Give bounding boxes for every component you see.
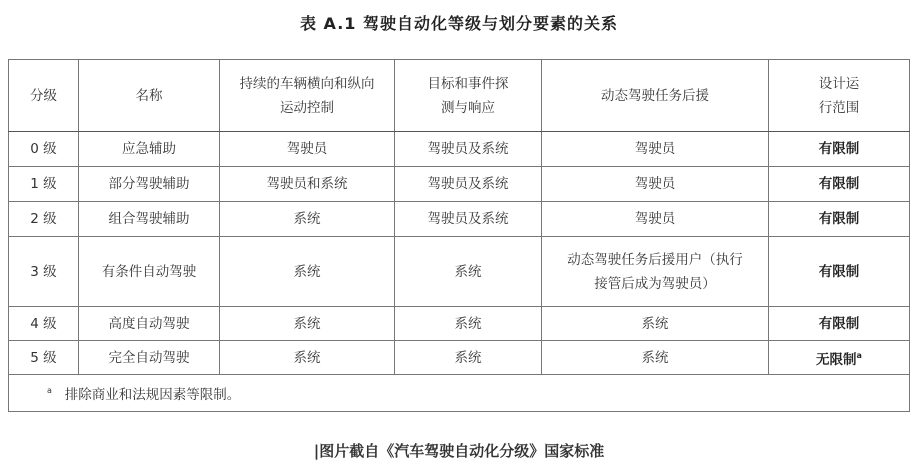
table-title: 表 A.1 驾驶自动化等级与划分要素的关系 [299, 14, 619, 33]
header-row [9, 60, 910, 132]
header-odd: 设计运行范围 [769, 60, 910, 132]
cell-odd: 有限制 [769, 167, 910, 202]
header-level: 分级 [9, 60, 79, 132]
cell-level: 3 级 [9, 237, 79, 307]
cell-odd: 有限制 [769, 202, 910, 237]
cell-control: 系统 [220, 237, 395, 307]
cell-control: 系统 [220, 307, 395, 341]
cell-level: 0 级 [9, 132, 79, 167]
cell-control: 系统 [220, 202, 395, 237]
cell-control: 系统 [220, 341, 395, 375]
cell-oedr: 系统 [395, 307, 542, 341]
cell-name: 部分驾驶辅助 [79, 167, 220, 202]
cell-name: 高度自动驾驶 [79, 307, 220, 341]
cell-fallback: 驾驶员 [542, 202, 769, 237]
cell-fallback: 动态驾驶任务后援用户（执行接管后成为驾驶员） [542, 237, 769, 307]
table-row [9, 132, 910, 167]
header-oedr: 目标和事件探测与响应 [395, 60, 542, 132]
table-row [9, 202, 910, 237]
cell-level: 4 级 [9, 307, 79, 341]
cell-control: 驾驶员和系统 [220, 167, 395, 202]
cell-level: 5 级 [9, 341, 79, 375]
cell-name: 组合驾驶辅助 [79, 202, 220, 237]
cell-fallback: 驾驶员 [542, 132, 769, 167]
cell-control: 驾驶员 [220, 132, 395, 167]
cell-name: 有条件自动驾驶 [79, 237, 220, 307]
cell-fallback: 系统 [542, 307, 769, 341]
footnote [9, 375, 910, 412]
cell-odd: 有限制 [769, 132, 910, 167]
cell-oedr: 驾驶员及系统 [395, 132, 542, 167]
automation-level-table [8, 59, 910, 412]
cell-name: 完全自动驾驶 [79, 341, 220, 375]
table-row [9, 167, 910, 202]
cell-level: 2 级 [9, 202, 79, 237]
footnote-row [9, 375, 910, 412]
cell-fallback: 驾驶员 [542, 167, 769, 202]
header-name: 名称 [79, 60, 220, 132]
table-row [9, 341, 910, 375]
header-control: 持续的车辆横向和纵向运动控制 [220, 60, 395, 132]
cell-oedr: 系统 [395, 237, 542, 307]
cell-name: 应急辅助 [79, 132, 220, 167]
cell-odd: 有限制 [769, 237, 910, 307]
footnote-marker: a [856, 350, 862, 360]
header-fallback: 动态驾驶任务后援 [542, 60, 769, 132]
footnote-text: 排除商业和法规因素等限制。 [64, 387, 241, 403]
table-row [9, 237, 910, 307]
cell-level: 1 级 [9, 167, 79, 202]
cell-oedr: 驾驶员及系统 [395, 167, 542, 202]
cell-odd: 有限制 [769, 307, 910, 341]
cell-oedr: 系统 [395, 341, 542, 375]
footnote-mark: a [47, 386, 52, 395]
cell-odd: 无限制$^a$ [769, 341, 910, 375]
cell-fallback: 系统 [542, 341, 769, 375]
cell-oedr: 驾驶员及系统 [395, 202, 542, 237]
table-row [9, 307, 910, 341]
image-caption: |图片截自《汽车驾驶自动化分级》国家标准 [313, 442, 605, 460]
